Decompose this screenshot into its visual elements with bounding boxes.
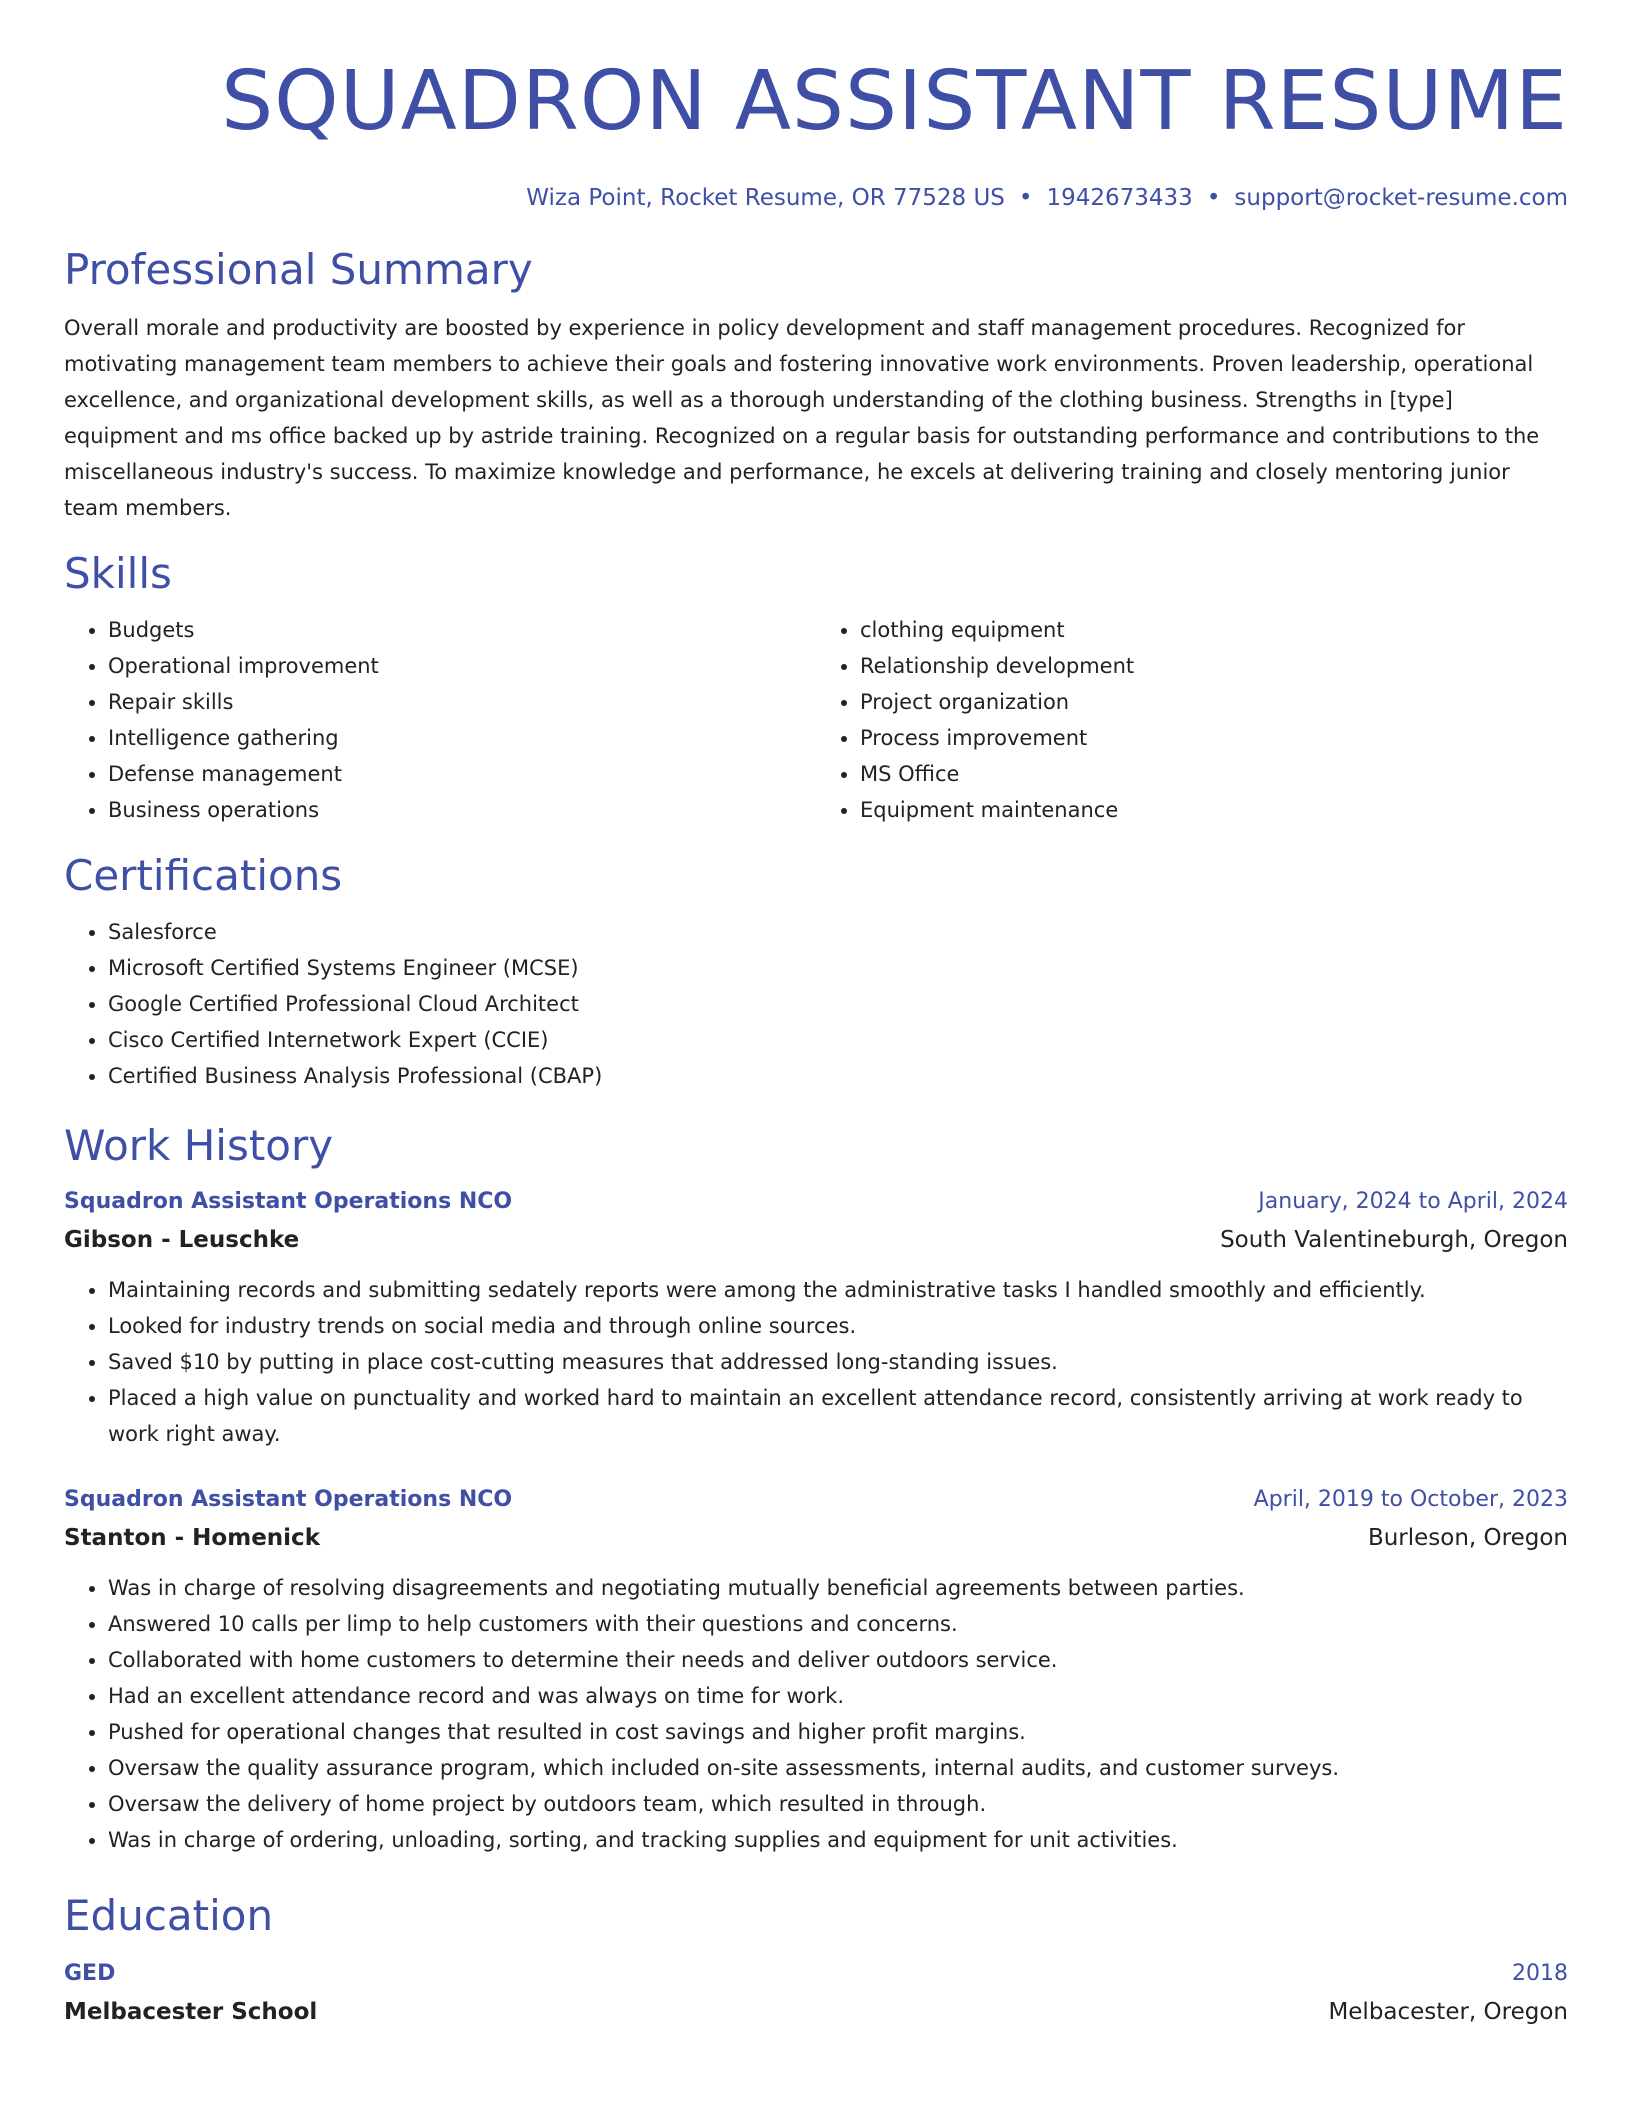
certifications-section (64, 848, 1568, 1094)
skill-item: • MS Office (860, 756, 1568, 792)
work-history-section (64, 1118, 1568, 1858)
skill-item: • Business operations (108, 792, 816, 828)
education-heading: Education (64, 1891, 274, 1940)
job-duty: • Oversaw the delivery of home project by outdoors team, which resulted in through. (108, 1786, 1568, 1822)
contact-separator: • (1206, 185, 1221, 211)
certification-item: • Cisco Certified Internetwork Expert (CCIE) (108, 1022, 1568, 1058)
job-duty: • Was in charge of resolving disagreements and negotiating mutually beneficial agreements between parties. (108, 1570, 1568, 1606)
certification-item: • Salesforce (108, 914, 1568, 950)
certification-item: • Certified Business Analysis Professional (CBAP) (108, 1058, 1568, 1094)
contact-line (64, 182, 1568, 214)
job-company-row (64, 1220, 1568, 1260)
skill-item: • Repair skills (108, 684, 816, 720)
job-title: Squadron Assistant Operations NCO (64, 1189, 513, 1214)
job-dates: January, 2024 to April, 2024 (1258, 1189, 1568, 1214)
job-duty: • Saved $10 by putting in place cost-cutting measures that addressed long-standing issues. (108, 1344, 1568, 1380)
education-school-row (64, 1992, 1568, 2032)
job-header-row (64, 1184, 1568, 1220)
summary-section (64, 242, 1568, 526)
job-duty: • Was in charge of ordering, unloading, sorting, and tracking supplies and equipment for unit activities. (108, 1822, 1568, 1858)
job-duty: • Looked for industry trends on social media and through online sources. (108, 1308, 1568, 1344)
skills-left-list (64, 612, 816, 828)
skill-item: • Defense management (108, 756, 816, 792)
skills-right-list (816, 612, 1568, 828)
skill-item: • Budgets (108, 612, 816, 648)
skills-grid (64, 612, 1568, 828)
contact-email[interactable]: support@rocket-resume.com (1234, 185, 1568, 211)
job-entry (64, 1184, 1568, 1452)
work-history-heading: Work History (64, 1121, 334, 1170)
job-location: Burleson, Oregon (1367, 1525, 1568, 1551)
education-header-row (64, 1956, 1568, 1992)
skill-item: • Process improvement (860, 720, 1568, 756)
job-title: Squadron Assistant Operations NCO (64, 1487, 513, 1512)
summary-text: Overall morale and productivity are boosted by experience in policy development and staff management procedures. Recognized for motivating management team members to achieve their goals and fostering innovative work environments. Proven leadership, operational excellence, and organizational development skills, as well as a thorough understanding of the clothing business. Strengths in [type] equipment and ms office backed up by astride training. Recognized on a regular basis for outstanding performance and contributions to the miscellaneous industry's success. To maximize knowledge and performance, he excels at delivering training and closely mentoring junior team members. (64, 316, 1540, 520)
certification-item: • Google Certified Professional Cloud Architect (108, 986, 1568, 1022)
education-degree: GED (64, 1961, 116, 1986)
certification-item: • Microsoft Certified Systems Engineer (MCSE) (108, 950, 1568, 986)
skill-item: • clothing equipment (860, 612, 1568, 648)
skill-item: • Intelligence gathering (108, 720, 816, 756)
job-duty: • Oversaw the quality assurance program, which included on-site assessments, internal audits, and customer surveys. (108, 1750, 1568, 1786)
contact-phone: 1942673433 (1046, 185, 1193, 211)
job-dates: April, 2019 to October, 2023 (1253, 1487, 1568, 1512)
job-duties-list (64, 1570, 1568, 1858)
job-duty: • Collaborated with home customers to determine their needs and deliver outdoors service. (108, 1642, 1568, 1678)
job-location: South Valentineburgh, Oregon (1220, 1227, 1568, 1253)
job-entry (64, 1482, 1568, 1858)
job-company: Stanton - Homenick (64, 1525, 320, 1551)
job-company: Gibson - Leuschke (64, 1227, 300, 1253)
skills-heading: Skills (64, 549, 172, 598)
job-company-row (64, 1518, 1568, 1558)
education-entry (64, 1956, 1568, 2032)
skill-item: • Project organization (860, 684, 1568, 720)
job-duty: • Placed a high value on punctuality and worked hard to maintain an excellent attendance record, consistently arriving at work ready to work right away. (108, 1380, 1568, 1452)
contact-separator: • (1018, 185, 1033, 211)
job-duty: • Pushed for operational changes that resulted in cost savings and higher profit margins. (108, 1714, 1568, 1750)
skill-item: • Operational improvement (108, 648, 816, 684)
job-duty: • Maintaining records and submitting sedately reports were among the administrative tasks I handled smoothly and efficiently. (108, 1272, 1568, 1308)
resume-title: SQUADRON ASSISTANT RESUME (221, 54, 1568, 149)
skill-item: • Equipment maintenance (860, 792, 1568, 828)
education-year: 2018 (1512, 1961, 1568, 1986)
education-location: Melbacester, Oregon (1328, 1999, 1568, 2025)
job-duty: • Had an excellent attendance record and was always on time for work. (108, 1678, 1568, 1714)
summary-heading: Professional Summary (64, 245, 533, 294)
certifications-heading: Certifications (64, 851, 343, 900)
contact-address: Wiza Point, Rocket Resume, OR 77528 US (526, 185, 1005, 211)
job-duty: • Answered 10 calls per limp to help customers with their questions and concerns. (108, 1606, 1568, 1642)
education-section (64, 1888, 1568, 2032)
job-duties-list (64, 1272, 1568, 1452)
skill-item: • Relationship development (860, 648, 1568, 684)
certifications-list (64, 914, 1568, 1094)
education-school: Melbacester School (64, 1999, 318, 2025)
job-header-row (64, 1482, 1568, 1518)
skills-section (64, 546, 1568, 828)
